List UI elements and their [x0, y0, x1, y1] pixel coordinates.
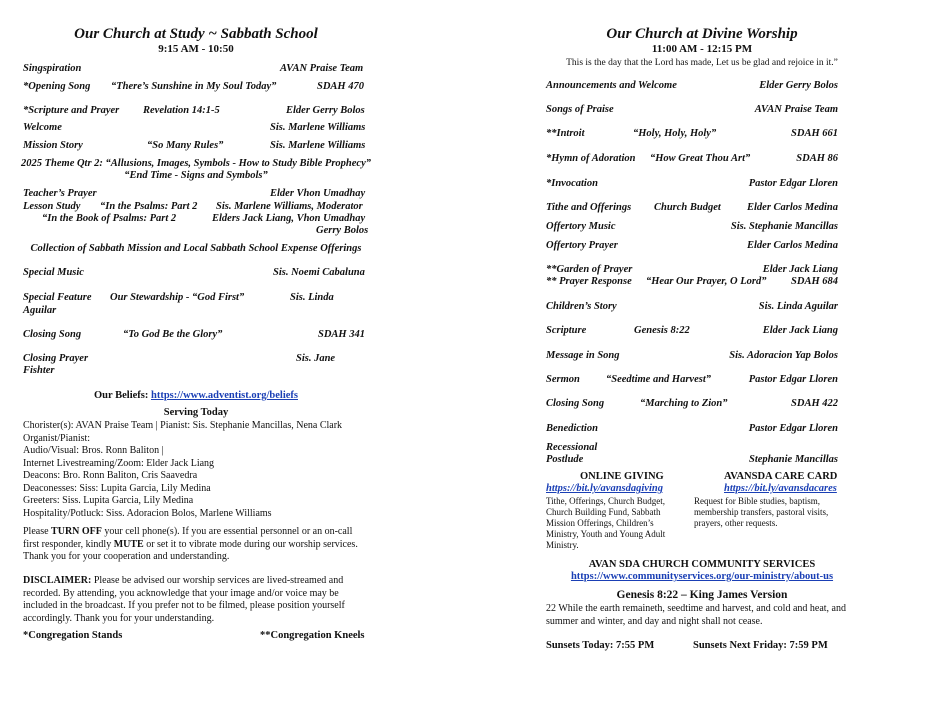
page-title: Our Church at Divine Worship — [606, 26, 798, 42]
service-item-leader: Elder Gerry Bolos — [759, 80, 838, 91]
service-item-leader: Elder Carlos Medina — [746, 202, 838, 213]
program-label: Closing Song — [23, 329, 82, 340]
serving-title: Serving Today — [163, 407, 229, 418]
service-item-detail: “Hear Our Prayer, O Lord” — [646, 276, 767, 287]
beliefs-link[interactable]: https://www.adventist.org/beliefs — [150, 390, 298, 401]
program-label: Singspiration — [23, 63, 82, 74]
care-card-title: AVANSDA CARE CARD — [724, 471, 838, 482]
serving-item: Chorister(s): AVAN Praise Team | Pianist: Sis. Stephanie Mancillas, Nena Clark — [23, 420, 343, 431]
serving-item: Internet Livestreaming/Zoom: Elder Jack Liang — [23, 457, 215, 469]
service-item-label: **Introit — [546, 128, 585, 139]
service-item-leader: Sis. Linda Aguilar — [758, 301, 838, 312]
hymn-number: SDAH 341 — [318, 329, 365, 340]
lesson-topic: “In the Psalms: Part 2 — [100, 201, 198, 212]
program-leader: Sis. Marlene Williams — [270, 140, 366, 151]
service-item-detail: “Seedtime and Harvest” — [606, 374, 711, 385]
service-item-label: Offertory Prayer — [546, 240, 618, 251]
service-item-label: *Hymn of Adoration — [546, 153, 636, 164]
service-item-leader: Pastor Edgar Lloren — [748, 178, 838, 189]
community-title: AVAN SDA CHURCH COMMUNITY SERVICES — [588, 559, 816, 570]
service-item-leader: SDAH 661 — [791, 128, 838, 139]
stands-legend: *Congregation Stands — [23, 630, 123, 641]
program-leader: AVAN Praise Team — [280, 63, 364, 74]
serving-item: Greeters: Siss. Lupita Garcia, Lily Medina — [23, 495, 194, 506]
service-item-leader: SDAH 684 — [791, 276, 838, 287]
genesis-title: Genesis 8:22 – King James Version — [616, 589, 788, 601]
service-item-leader: Pastor Edgar Lloren — [748, 374, 838, 385]
online-giving-text: Tithe, Offerings, Church Budget, Church Building Fund, Sabbath Mission Offerings, Children’s Ministry, Youth and Young Adult Ministry. — [546, 496, 666, 550]
service-item-leader: SDAH 422 — [791, 398, 838, 409]
service-item-label: *Invocation — [546, 178, 598, 189]
service-item-label: **Garden of Prayer — [546, 264, 633, 275]
service-item-label: Songs of Praise — [546, 104, 614, 115]
service-item-detail: Church Budget — [654, 202, 721, 213]
scripture-reference: Revelation 14:1-5 — [143, 105, 220, 116]
program-leader: Sis. Marlene Williams — [270, 122, 366, 133]
community-link[interactable]: https://www.communityservices.org/our-ministry/about-us — [570, 571, 834, 582]
beliefs-label: Our Beliefs: — [94, 390, 149, 401]
program-leader: Sis. Jane — [296, 353, 336, 364]
service-item-leader: Stephanie Mancillas — [749, 454, 838, 465]
song-title: “To God Be the Glory” — [123, 329, 223, 340]
serving-list — [23, 420, 383, 520]
service-item-detail: “How Great Thou Art” — [650, 153, 751, 164]
offering-collection: Collection of Sabbath Mission and Local Sabbath School Expense Offerings — [30, 243, 362, 254]
program-leader: Sis. Marlene Williams, Moderator — [216, 201, 363, 212]
service-item-label: Recessional — [546, 442, 598, 453]
service-item-label: Offertory Music — [546, 221, 616, 232]
service-item-label: Scripture — [546, 325, 587, 336]
song-title: “There’s Sunshine in My Soul Today” — [111, 81, 277, 92]
service-item-label: Benediction — [546, 423, 598, 434]
service-item-leader: Elder Carlos Medina — [746, 240, 838, 251]
service-item-leader: SDAH 86 — [796, 153, 838, 164]
service-item-detail: “Holy, Holy, Holy” — [633, 128, 717, 139]
program-label: Teacher’s Prayer — [23, 188, 97, 199]
program-leader: Sis. Noemi Cabaluna — [273, 267, 365, 278]
program-leader: Sis. Linda — [290, 292, 334, 303]
session-time: 11:00 AM - 12:15 PM — [651, 43, 753, 55]
session-time: 9:15 AM - 10:50 — [158, 43, 234, 55]
online-giving-link[interactable]: https://bit.ly/avansdagiving — [546, 483, 663, 494]
service-item-label: Sermon — [546, 374, 580, 385]
service-item-leader: Elder Jack Liang — [762, 325, 838, 336]
beliefs-line — [0, 390, 392, 402]
care-card-text: Request for Bible studies, baptism, membership transfers, pastoral visits, prayers, other requests. — [694, 496, 829, 528]
hymn-number: SDAH 470 — [317, 81, 364, 92]
program-leader: Elder Gerry Bolos — [286, 105, 365, 116]
sunsets-today: Sunsets Today: 7:55 PM — [546, 640, 655, 651]
service-item-detail: Genesis 8:22 — [634, 325, 690, 336]
program-leader: Fishter — [23, 365, 55, 376]
serving-item: Organist/Pianist: — [23, 432, 91, 444]
service-item-label: Message in Song — [546, 350, 620, 361]
serving-item: Hospitality/Potluck: Siss. Adoracion Bolos, Marlene Williams — [23, 507, 272, 519]
page-title: Our Church at Study ~ Sabbath School — [74, 26, 318, 42]
phone-notice: Please TURN OFF your cell phone(s). If you are essential personnel or an on-call first responder, kindly MUTE or set it to vibrate mode during our worship services. Thank you for your cooperation and understanding. — [23, 526, 358, 562]
quarter-theme: 2025 Theme Qtr 2: “Allusions, Images, Symbols - How to Study Bible Prophecy” — [20, 158, 371, 169]
service-item-label: Closing Song — [546, 398, 605, 409]
program-label: Mission Story — [23, 140, 83, 151]
lesson-topic: “In the Book of Psalms: Part 2 — [42, 213, 177, 224]
service-item-label: ** Prayer Response — [546, 276, 632, 287]
genesis-text: 22 While the earth remaineth, seedtime and harvest, and cold and heat, and summer and winter, and day and night shall not cease. — [546, 603, 846, 627]
welcome-verse: This is the day that the Lord has made, Let us be glad and rejoice in it.” — [566, 58, 838, 68]
quarter-theme-subtitle: “End Time - Signs and Symbols” — [124, 170, 268, 181]
service-item-label: Children’s Story — [546, 301, 617, 312]
service-item-detail: “Marching to Zion” — [640, 398, 728, 409]
service-item-leader: Pastor Edgar Lloren — [748, 423, 838, 434]
feature-title: Our Stewardship - “God First” — [110, 292, 245, 303]
kneels-legend: **Congregation Kneels — [260, 630, 365, 641]
program-label: Welcome — [23, 122, 62, 133]
sunsets-next-friday: Sunsets Next Friday: 7:59 PM — [693, 640, 828, 651]
disclaimer: DISCLAIMER: Please be advised our worship services are lived-streamed and recorded. By attending, you acknowledge that your image and/or voice may be included in the broadcast. If you prefer not to be filmed, please position yourself accordingly. Thank you for your understanding. — [23, 575, 345, 624]
service-item-leader: Elder Jack Liang — [762, 264, 838, 275]
program-label: Closing Prayer — [23, 353, 89, 364]
service-item-leader: Sis. Adoracion Yap Bolos — [729, 350, 838, 361]
serving-item: Audio/Visual: Bros. Ronn Baliton | — [23, 445, 164, 456]
program-leader: Aguilar — [23, 305, 57, 316]
service-item-label: Tithe and Offerings — [546, 202, 632, 213]
serving-item: Deacons: Bro. Ronn Baliton, Cris Saavedra — [23, 470, 198, 481]
service-item-leader: Sis. Stephanie Mancillas — [730, 221, 838, 232]
disclaimer-label: DISCLAIMER: — [23, 575, 92, 586]
service-item-label: Postlude — [546, 454, 584, 465]
program-label: *Scripture and Prayer — [23, 105, 120, 116]
program-leader: Elder Vhon Umadhay — [270, 188, 366, 199]
mission-story-title: “So Many Rules” — [147, 140, 224, 151]
service-item-leader: AVAN Praise Team — [754, 104, 838, 115]
divine-worship-page — [466, 0, 932, 709]
service-item-label: Announcements and Welcome — [546, 80, 677, 91]
program-leader: Elders Jack Liang, Vhon Umadhay — [212, 213, 366, 224]
program-label: Lesson Study — [23, 201, 81, 212]
program-label: Special Music — [23, 267, 84, 278]
program-label: Special Feature — [23, 292, 92, 303]
program-leader: Gerry Bolos — [316, 225, 369, 236]
care-card-link[interactable]: https://bit.ly/avansdacares — [724, 483, 837, 494]
online-giving-title: ONLINE GIVING — [580, 471, 664, 482]
program-label: *Opening Song — [23, 81, 91, 92]
serving-item: Deaconesses: Siss: Lupita Garcia, Lily Medina — [23, 482, 211, 494]
